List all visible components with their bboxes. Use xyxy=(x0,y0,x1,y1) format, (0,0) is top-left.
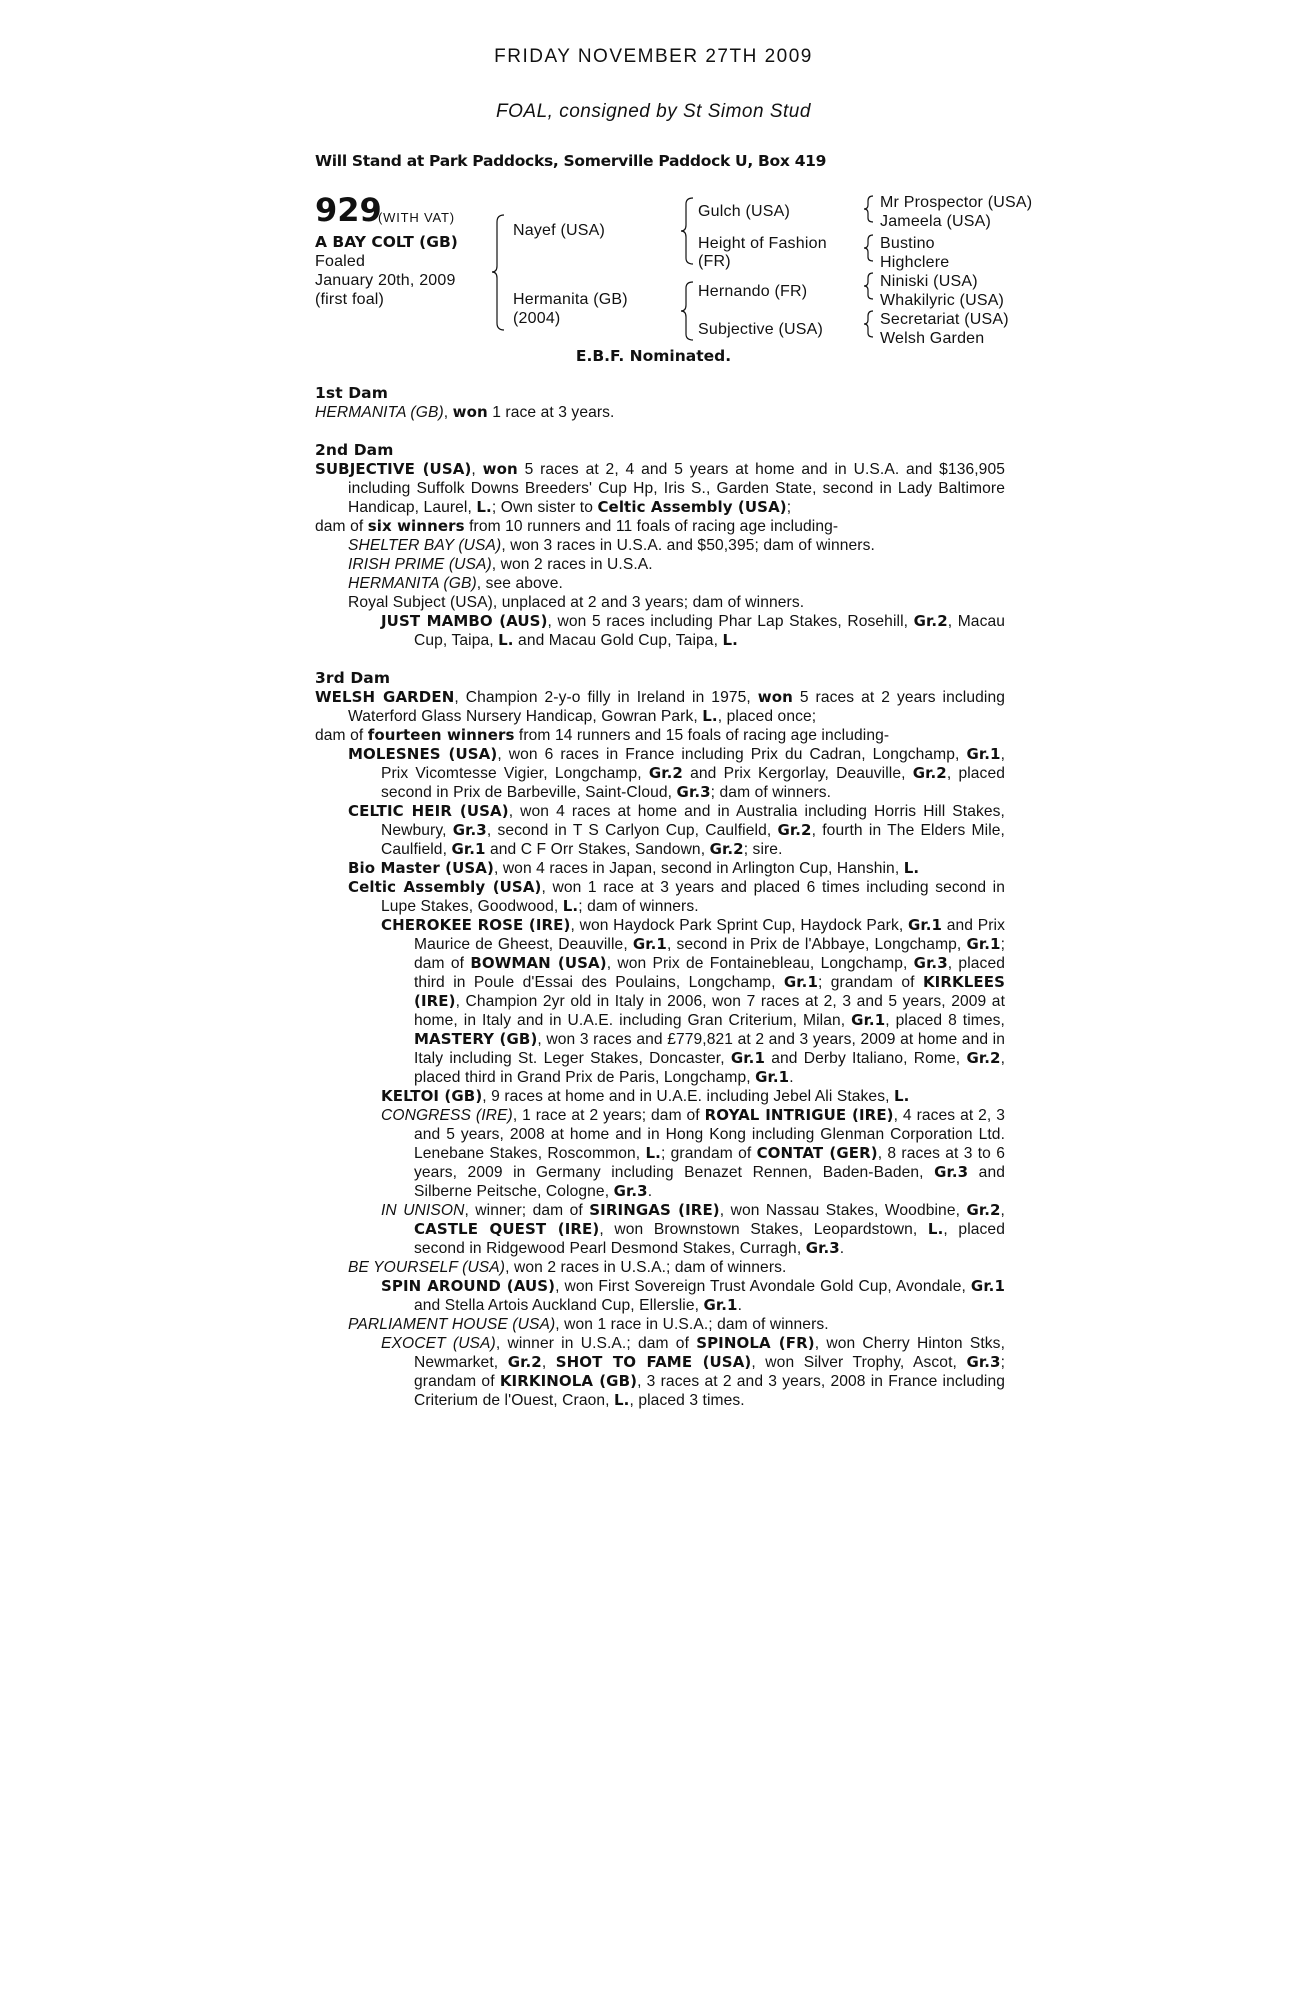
gen3-ancestor: Bustino xyxy=(880,235,935,252)
progeny-item: Celtic Assembly (USA), won 1 race at 3 years and placed 6 times including second in Lupe Stakes, Goodwood, L.; dam of winners. xyxy=(348,878,1005,915)
produce-record xyxy=(315,384,1005,1410)
grand-progeny-item: CHEROKEE ROSE (IRE), won Haydock Park Sprint Cup, Haydock Park, Gr.1 and Prix Maurice de Gheest, Deauville, Gr.1, second in Prix de l'Abbaye, Longchamp, Gr.1; dam of BOWMAN (USA), won Prix de Fontainebleau, Longchamp, Gr.3, placed third in Poule d'Essai des Poulains, Longchamp, Gr.1; grandam of KIRKLEES (IRE), Champion 2yr old in Italy in 2006, won 7 races at 2, 3 and 5 years, 2009 at home, in Italy and in U.A.E. including Gran Criterium, Milan, Gr.1, placed 8 times, MASTERY (GB), won 3 races and £779,821 at 2 and 3 years, 2009 at home and in Italy including St. Leger Stakes, Doncaster, Gr.1 and Derby Italiano, Rome, Gr.2, placed third in Grand Prix de Paris, Longchamp, Gr.1. xyxy=(381,916,1006,1086)
third-dam-record: WELSH GARDEN, Champion 2-y-o filly in Ireland in 1975, won 5 races at 2 years including Waterford Glass Nursery Handicap, Gowran Park, L., placed once; xyxy=(315,688,1005,725)
gen3-ancestor: Jameela (USA) xyxy=(880,213,992,230)
gen3-ancestor: Welsh Garden xyxy=(880,330,985,347)
dam-sire: Hernando (FR) xyxy=(698,283,808,300)
dam-foaling-year: (2004) xyxy=(513,310,561,327)
pedigree-braces xyxy=(0,0,1307,360)
dam-name: Hermanita (GB) xyxy=(513,291,628,308)
gen3-ancestor: Secretariat (USA) xyxy=(880,311,1009,328)
progeny-item: Bio Master (USA), won 4 races in Japan, second in Arlington Cup, Hanshin, L. xyxy=(348,859,920,877)
second-dam-heading: 2nd Dam xyxy=(315,441,394,459)
grand-progeny-item: SPIN AROUND (AUS), won First Sovereign Trust Avondale Gold Cup, Avondale, Gr.1 and Stella Artois Auckland Cup, Ellerslie, Gr.1. xyxy=(381,1277,1006,1314)
progeny-item: CELTIC HEIR (USA), won 4 races at home and in Australia including Horris Hill Stakes, Newbury, Gr.3, second in T S Carlyon Cup, Caulfield, Gr.2, fourth in The Elders Mile, Caulfield, Gr.1 and C F Orr Stakes, Sandown, Gr.2; sire. xyxy=(348,802,1005,858)
lot-title: FOAL, consigned by St Simon Stud xyxy=(496,101,811,122)
gen3-ancestor: Highclere xyxy=(880,254,950,271)
first-dam-heading: 1st Dam xyxy=(315,384,388,402)
gen3-ancestor: Whakilyric (USA) xyxy=(880,292,1005,309)
grand-progeny-item: CONGRESS (IRE), 1 race at 2 years; dam of ROYAL INTRIGUE (IRE), 4 races at 2, 3 and 5 years, 2008 at home and in Hong Kong including Glenman Corporation Ltd. Lenebane Stakes, Roscommon, L.; grandam of CONTAT (GER), 8 races at 3 to 6 years, 2009 in Germany including Benazet Rennen, Baden-Baden, Gr.3 and Silberne Peitsche, Cologne, Gr.3. xyxy=(381,1106,1006,1200)
sire-dam-country: (FR) xyxy=(698,253,731,270)
grand-progeny-item: EXOCET (USA), winner in U.S.A.; dam of SPINOLA (FR), won Cherry Hinton Stks, Newmarket, Gr.2, SHOT TO FAME (USA), won Silver Trophy, Ascot, Gr.3; grandam of KIRKINOLA (GB), 3 races at 2 and 3 years, 2008 in France including Criterium de l'Ouest, Craon, L., placed 3 times. xyxy=(381,1334,1006,1409)
progeny-item: PARLIAMENT HOUSE (USA), won 1 race in U.S.A.; dam of winners. xyxy=(348,1316,829,1333)
sale-date: FRIDAY NOVEMBER 27TH 2009 xyxy=(494,46,813,67)
progeny-item: IRISH PRIME (USA), won 2 races in U.S.A. xyxy=(348,556,653,573)
third-dam-produce: dam of fourteen winners from 14 runners and 15 foals of racing age including- xyxy=(315,726,890,744)
third-dam-heading: 3rd Dam xyxy=(315,669,391,687)
grand-progeny-item: IN UNISON, winner; dam of SIRINGAS (IRE), won Nassau Stakes, Woodbine, Gr.2, CASTLE QUEST (IRE), won Brownstown Stakes, Leopardstown, L., placed second in Ridgewood Pearl Desmond Stakes, Curragh, Gr.3. xyxy=(381,1201,1005,1257)
second-dam-produce: dam of six winners from 10 runners and 11 foals of racing age including- xyxy=(315,517,839,535)
foaled-date: January 20th, 2009 xyxy=(315,272,456,289)
dam-dam: Subjective (USA) xyxy=(698,321,824,338)
foaled-label: Foaled xyxy=(315,253,366,270)
first-foal-note: (first foal) xyxy=(315,291,385,308)
vat-note: (WITH VAT) xyxy=(378,210,455,225)
sire: Nayef (USA) xyxy=(513,222,605,239)
grand-progeny-item: JUST MAMBO (AUS), won 5 races including Phar Lap Stakes, Rosehill, Gr.2, Macau Cup, Taipa, L. and Macau Gold Cup, Taipa, L. xyxy=(381,612,1006,649)
progeny-item: SHELTER BAY (USA), won 3 races in U.S.A. and $50,395; dam of winners. xyxy=(348,537,875,554)
lot-name: A BAY COLT (GB) xyxy=(315,233,458,251)
first-dam-record: HERMANITA (GB), won 1 race at 3 years. xyxy=(315,403,615,421)
stand-location: Will Stand at Park Paddocks, Somerville Paddock U, Box 419 xyxy=(315,152,827,170)
sire-dam: Height of Fashion xyxy=(698,235,827,252)
ebf-nominated: E.B.F. Nominated. xyxy=(575,347,732,365)
lot-number: 929 xyxy=(315,191,382,229)
gen3-ancestor: Mr Prospector (USA) xyxy=(880,194,1033,211)
first-dam-name: HERMANITA (GB) xyxy=(315,404,444,421)
second-dam-record: SUBJECTIVE (USA), won 5 races at 2, 4 and 5 years at home and in U.S.A. and $136,905 including Suffolk Downs Breeders' Cup Hp, Iris S., Garden State, second in Lady Baltimore Handicap, Laurel, L.; Own sister to Celtic Assembly (USA); xyxy=(315,460,1005,516)
gen3-ancestor: Niniski (USA) xyxy=(880,273,978,290)
grand-progeny-item: KELTOI (GB), 9 races at home and in U.A.E. including Jebel Ali Stakes, L. xyxy=(381,1087,910,1105)
progeny-item: HERMANITA (GB), see above. xyxy=(348,575,563,592)
progeny-item: MOLESNES (USA), won 6 races in France including Prix du Cadran, Longchamp, Gr.1, Prix Vicomtesse Vigier, Longchamp, Gr.2 and Prix Kergorlay, Deauville, Gr.2, placed second in Prix de Barbeville, Saint-Cloud, Gr.3; dam of winners. xyxy=(348,745,1005,801)
progeny-item: Royal Subject (USA), unplaced at 2 and 3 years; dam of winners. xyxy=(348,594,805,611)
progeny-item: BE YOURSELF (USA), won 2 races in U.S.A.; dam of winners. xyxy=(348,1259,787,1276)
sire-sire: Gulch (USA) xyxy=(698,203,790,220)
